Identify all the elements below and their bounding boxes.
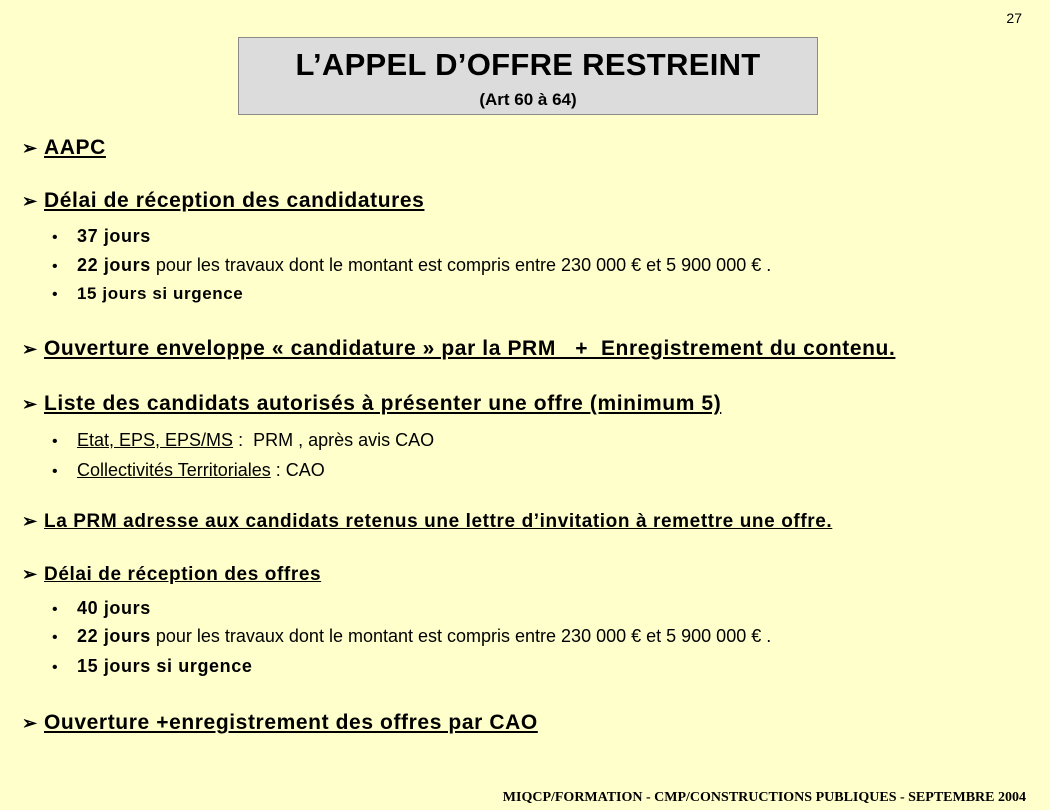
duration-text: 22 jours — [77, 626, 151, 646]
section-heading: Ouverture enveloppe « candidature » par la PRM + Enregistrement du contenu. — [44, 337, 896, 360]
condition-text: pour les travaux dont le montant est compris entre 230 000 € et 5 900 000 € . — [150, 255, 772, 275]
page-number: 27 — [1006, 10, 1022, 26]
section-aapc — [22, 136, 106, 160]
duration-text: 37 jours — [77, 226, 151, 246]
bullet-icon: • — [52, 463, 58, 480]
section-liste-candidats — [22, 392, 721, 416]
section-lettre-invitation — [22, 511, 832, 533]
list-item — [52, 255, 771, 276]
section-delai-offres — [22, 564, 321, 586]
section-heading: La PRM adresse aux candidats retenus une lettre d’invitation à remettre une offre. — [44, 511, 833, 532]
section-delai-candidatures — [22, 189, 424, 213]
section-heading: Liste des candidats autorisés à présenter une offre (minimum 5) — [44, 392, 722, 415]
list-item — [52, 226, 151, 247]
duration-text: 40 jours — [77, 598, 151, 618]
section-heading: Ouverture +enregistrement des offres par CAO — [44, 711, 538, 734]
arrow-bullet-icon: ➢ — [22, 564, 38, 584]
bullet-icon: • — [52, 629, 58, 646]
title-box — [238, 37, 818, 115]
list-item — [52, 284, 243, 304]
section-ouverture-enveloppe — [22, 337, 895, 361]
page-title: L’APPEL D’OFFRE RESTREINT — [295, 47, 761, 82]
entity-link: Collectivités Territoriales — [77, 460, 271, 480]
duration-text: 22 jours — [77, 255, 151, 275]
bullet-icon: • — [52, 286, 58, 303]
bullet-icon: • — [52, 601, 58, 618]
list-item — [52, 656, 252, 677]
section-heading: Délai de réception des offres — [44, 564, 322, 585]
duration-text: 15 jours si urgence — [77, 284, 244, 303]
condition-text: pour les travaux dont le montant est compris entre 230 000 € et 5 900 000 € . — [150, 626, 772, 646]
section-heading: AAPC — [44, 136, 106, 159]
arrow-bullet-icon: ➢ — [22, 138, 38, 158]
footer: MIQCP/FORMATION - CMP/CONSTRUCTIONS PUBLIQUES - SEPTEMBRE 2004 — [502, 790, 1026, 805]
list-item — [52, 626, 771, 647]
list-item — [52, 460, 325, 481]
section-ouverture-offres — [22, 711, 538, 735]
authority-text: : CAO — [270, 460, 325, 480]
arrow-bullet-icon: ➢ — [22, 713, 38, 733]
arrow-bullet-icon: ➢ — [22, 511, 38, 531]
section-heading: Délai de réception des candidatures — [44, 189, 425, 212]
bullet-icon: • — [52, 229, 58, 246]
authority-text: : PRM , après avis CAO — [233, 430, 435, 450]
page-subtitle: (Art 60 à 64) — [479, 90, 577, 109]
arrow-bullet-icon: ➢ — [22, 394, 38, 414]
arrow-bullet-icon: ➢ — [22, 191, 38, 211]
entity-link: Etat, EPS, EPS/MS — [77, 430, 234, 450]
bullet-icon: • — [52, 433, 58, 450]
bullet-icon: • — [52, 659, 58, 676]
bullet-icon: • — [52, 258, 58, 275]
list-item — [52, 598, 151, 619]
list-item — [52, 430, 434, 451]
arrow-bullet-icon: ➢ — [22, 339, 38, 359]
duration-text: 15 jours si urgence — [77, 656, 253, 676]
